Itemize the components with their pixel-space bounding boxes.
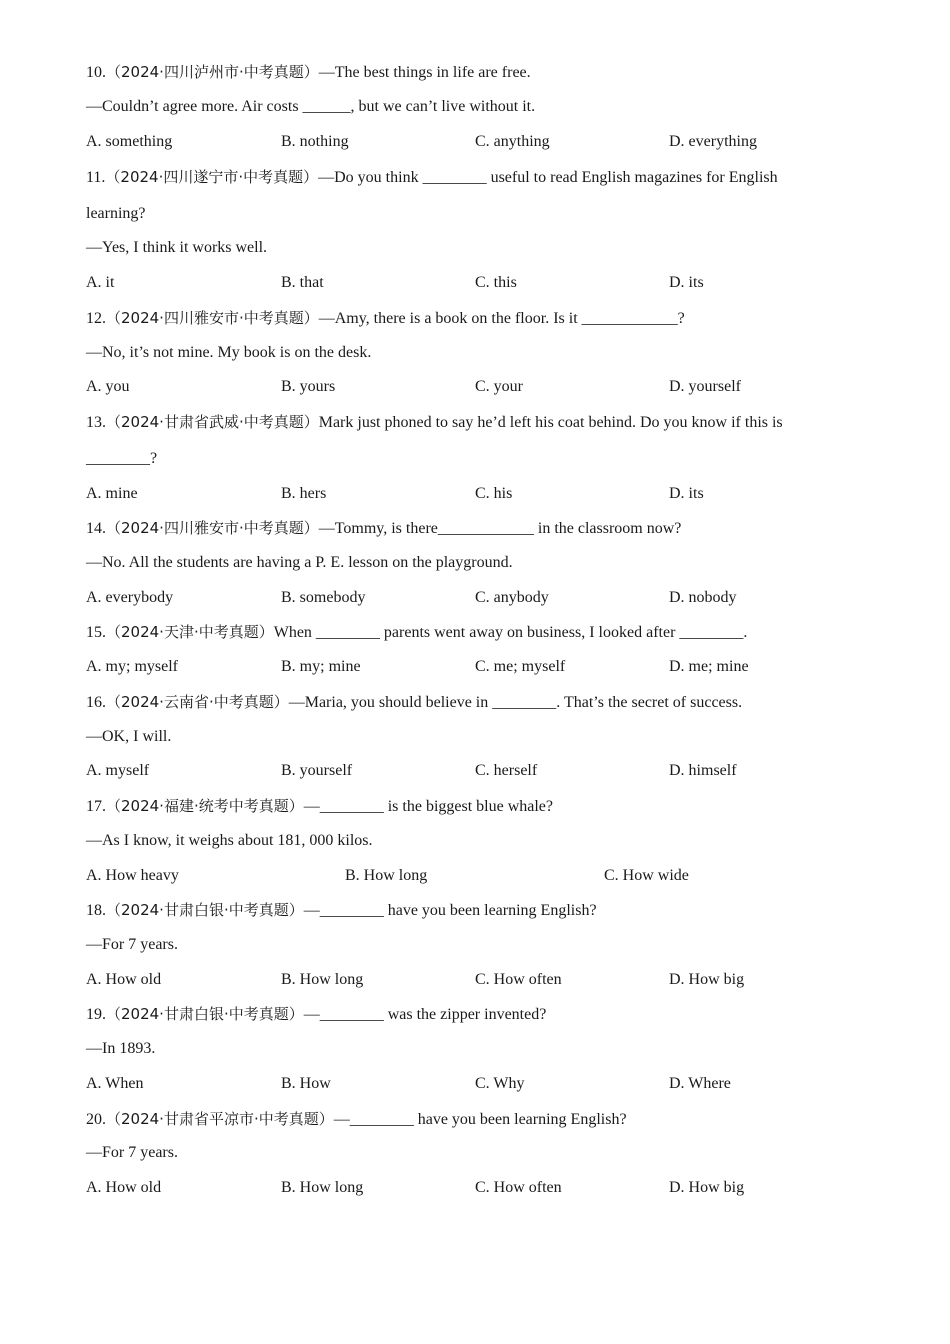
question-18-option-b: B. How long (281, 971, 364, 988)
question-13-option-c: C. his (475, 485, 513, 502)
question-20-option-c: C. How often (475, 1179, 562, 1196)
question-14-option-b: B. somebody (281, 589, 366, 606)
question-14-reply: —No. All the students are having a P. E. lesson on the playground. (86, 554, 513, 571)
question-12-reply: —No, it’s not mine. My book is on the desk. (86, 344, 372, 361)
question-16-reply: —OK, I will. (86, 728, 172, 745)
question-18-option-a: A. How old (86, 971, 162, 988)
question-11-reply: —Yes, I think it works well. (86, 239, 268, 256)
question-19-option-a: A. When (86, 1075, 144, 1092)
question-17-option-b: B. How long (345, 867, 428, 884)
question-19-reply: —In 1893. (86, 1040, 156, 1057)
question-13-stem: 13.（2024·甘肃省武威·中考真题）Mark just phoned to say he’d left his coat behind. Do you know if this is (86, 413, 783, 431)
question-20-option-a: A. How old (86, 1179, 162, 1196)
question-12-option-a: A. you (86, 378, 130, 395)
question-17-option-c: C. How wide (604, 867, 689, 884)
question-18-option-c: C. How often (475, 971, 562, 988)
question-14-option-c: C. anybody (475, 589, 549, 606)
question-12-option-d: D. yourself (669, 378, 741, 395)
question-15-option-c: C. me; myself (475, 658, 566, 675)
question-18-reply: —For 7 years. (86, 936, 178, 953)
question-17-stem: 17.（2024·福建·统考中考真题）—________ is the biggest blue whale? (86, 797, 554, 815)
question-14-option-d: D. nobody (669, 589, 737, 606)
question-10-stem: 10.（2024·四川泸州市·中考真题）—The best things in life are free. (86, 63, 531, 81)
question-18-stem: 18.（2024·甘肃白银·中考真题）—________ have you been learning English? (86, 901, 597, 919)
question-15-option-b: B. my; mine (281, 658, 361, 675)
question-15-option-d: D. me; mine (669, 658, 749, 675)
question-16-option-a: A. myself (86, 762, 150, 779)
question-10-option-b: B. nothing (281, 133, 349, 150)
question-15-option-a: A. my; myself (86, 658, 178, 675)
question-15-stem: 15.（2024·天津·中考真题）When ________ parents went away on business, I looked after ________. (86, 623, 748, 641)
question-14-option-a: A. everybody (86, 589, 174, 606)
question-20-option-d: D. How big (669, 1179, 745, 1196)
question-10-reply: —Couldn’t agree more. Air costs ______, but we can’t live without it. (86, 98, 536, 115)
question-13-stem-continued: ________? (86, 450, 158, 467)
question-12-option-c: C. your (475, 378, 523, 395)
question-11-option-a: A. it (86, 274, 115, 291)
question-11-option-b: B. that (281, 274, 324, 291)
question-19-option-d: D. Where (669, 1075, 731, 1092)
question-20-reply: —For 7 years. (86, 1144, 178, 1161)
question-17-option-a: A. How heavy (86, 867, 179, 884)
question-10-option-d: D. everything (669, 133, 757, 150)
question-13-option-b: B. hers (281, 485, 327, 502)
question-19-option-c: C. Why (475, 1075, 525, 1092)
question-18-option-d: D. How big (669, 971, 745, 988)
question-16-stem: 16.（2024·云南省·中考真题）—Maria, you should believe in ________. That’s the secret of success. (86, 693, 743, 711)
question-19-stem: 19.（2024·甘肃白银·中考真题）—________ was the zipper invented? (86, 1005, 547, 1023)
question-13-option-d: D. its (669, 485, 704, 502)
question-10-option-a: A. something (86, 133, 173, 150)
question-11-option-d: D. its (669, 274, 704, 291)
question-17-reply: —As I know, it weighs about 181, 000 kilos. (86, 832, 373, 849)
question-16-option-c: C. herself (475, 762, 538, 779)
question-20-option-b: B. How long (281, 1179, 364, 1196)
question-11-stem: 11.（2024·四川遂宁市·中考真题）—Do you think ________ useful to read English magazines for English (86, 168, 778, 186)
question-10-option-c: C. anything (475, 133, 550, 150)
question-20-stem: 20.（2024·甘肃省平凉市·中考真题）—________ have you been learning English? (86, 1110, 627, 1128)
question-12-option-b: B. yours (281, 378, 336, 395)
question-13-option-a: A. mine (86, 485, 138, 502)
question-11-option-c: C. this (475, 274, 517, 291)
question-16-option-d: D. himself (669, 762, 737, 779)
question-14-stem: 14.（2024·四川雅安市·中考真题）—Tommy, is there____________ in the classroom now? (86, 519, 682, 537)
question-19-option-b: B. How (281, 1075, 331, 1092)
question-16-option-b: B. yourself (281, 762, 353, 779)
question-12-stem: 12.（2024·四川雅安市·中考真题）—Amy, there is a book on the floor. Is it ____________? (86, 309, 685, 327)
question-11-stem-continued: learning? (86, 205, 146, 222)
